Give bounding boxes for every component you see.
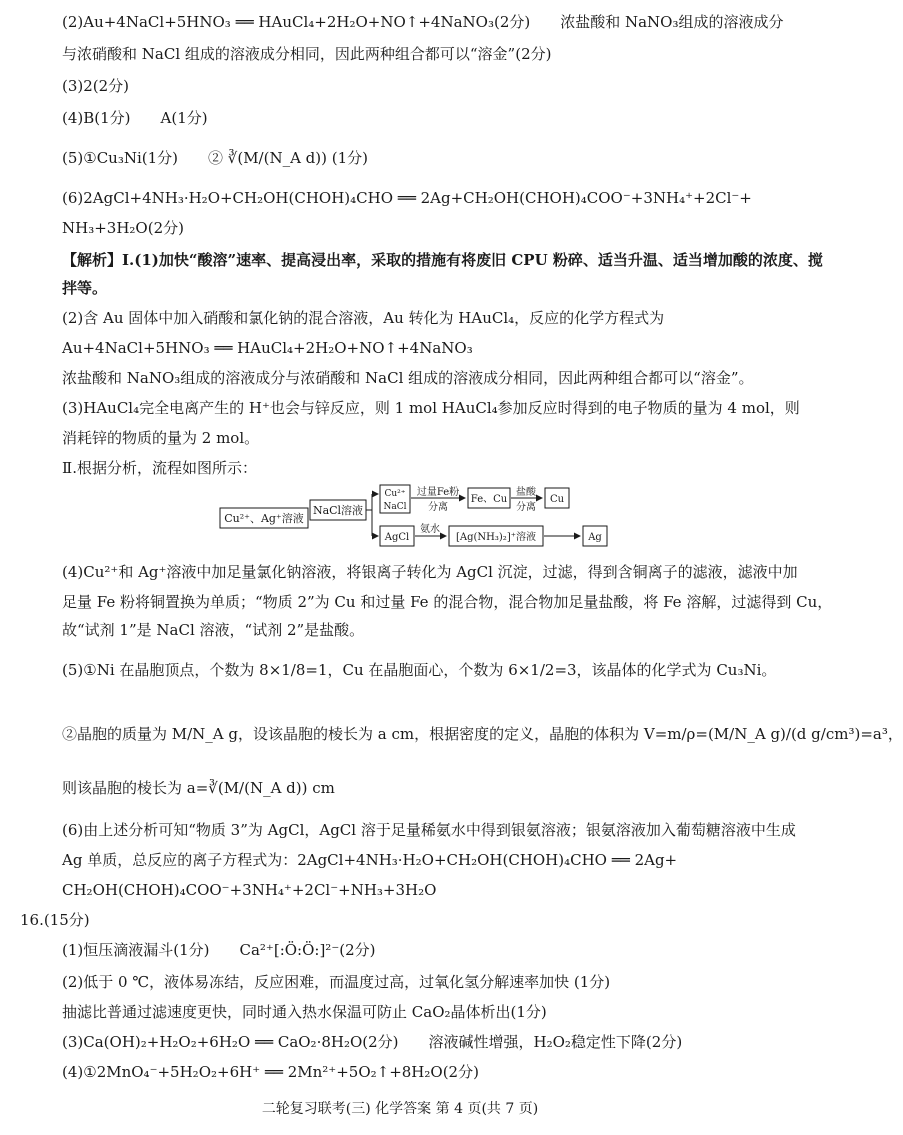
answer-line-q3: (3)2(2分) [62, 77, 130, 95]
q16-answer-1: (1)恒压滴液漏斗(1分) Ca²⁺[:Ö:Ö:]²⁻(2分) [62, 941, 376, 959]
analysis-line-2-note: 浓盐酸和 NaNO₃组成的溶液成分与浓硝酸和 NaCl 组成的溶液成分相同，因此两种组合都可以“溶金”。 [62, 369, 754, 387]
flow-fecu-label: Fe、Cu [470, 494, 508, 505]
analysis-line-5b: ②晶胞的质量为 M/N_A g，设该晶胞的棱长为 a cm，根据密度的定义，晶胞的体积为 V=m/ρ=(M/N_A g)/(d g/cm³)=a³， [62, 725, 903, 743]
flow-cu-label: Cu [549, 494, 565, 505]
q16-answer-4: (4)①2MnO₄⁻+5H₂O₂+6H⁺ ══ 2Mn²⁺+5O₂↑+8H₂O(2分) [62, 1063, 479, 1081]
flow-nacl-label: NaCl溶液 [312, 504, 364, 517]
q16-answer-3: (3)Ca(OH)₂+H₂O₂+6H₂O ══ CaO₂·8H₂O(2分) 溶液碱性增强，H₂O₂稳定性下降(2分) [62, 1033, 683, 1051]
flow-complex-label: [Ag(NH₃)₂]⁺溶液 [456, 532, 536, 543]
analysis-line-1-cont: 拌等。 [62, 279, 108, 297]
analysis-line-4: (4)Cu²⁺和 Ag⁺溶液中加足量氯化钠溶液，将银离子转化为 AgCl 沉淀，过滤，得到含铜离子的滤液，滤液中加 [62, 563, 798, 581]
flow-agcl-label: AgCl [384, 532, 410, 543]
flow-hcl-label: 盐酸 [516, 487, 536, 498]
answer-line-q4: (4)B(1分) A(1分) [62, 109, 208, 127]
answer-line-q5: (5)①Cu₃Ni(1分) ② ∛(M/(N_A d)) (1分) [62, 149, 369, 167]
flow-sep-label-2: 分离 [516, 502, 536, 513]
flow-ammonia-label: 氨水 [420, 524, 440, 535]
analysis-line-1: 【解析】Ⅰ.(1)加快“酸溶”速率、提高浸出率，采取的措施有将废旧 CPU 粉碎、适当升温、适当增加酸的浓度、搅 [62, 251, 823, 269]
answer-line-q6: (6)2AgCl+4NH₃·H₂O+CH₂OH(CHOH)₄CHO ══ 2Ag+CH₂OH(CHOH)₄COO⁻+3NH₄⁺+2Cl⁻+ [62, 189, 752, 207]
analysis-line-3: (3)HAuCl₄完全电离产生的 H⁺也会与锌反应，则 1 mol HAuCl₄参加反应时得到的电子物质的量为 4 mol，则 [62, 399, 800, 417]
flow-ag-label: Ag [588, 532, 602, 543]
analysis-line-4-end: 故“试剂 1”是 NaCl 溶液，“试剂 2”是盐酸。 [62, 621, 365, 639]
flow-filtrate-salt: NaCl [383, 502, 407, 512]
question-16-heading: 16.(15分) [20, 911, 90, 929]
analysis-line-3-cont: 消耗锌的物质的量为 2 mol。 [62, 429, 260, 447]
answer-line-q2-cont: 与浓硝酸和 NaCl 组成的溶液成分相同，因此两种组合都可以“溶金”(2分) [62, 45, 552, 63]
analysis-line-5a: (5)①Ni 在晶胞顶点，个数为 8×1/8=1，Cu 在晶胞面心，个数为 6×1/2=3，该晶体的化学式为 Cu₃Ni。 [62, 661, 777, 679]
flow-sep-label-1: 分离 [428, 502, 448, 513]
analysis-equation: Au+4NaCl+5HNO₃ ══ HAuCl₄+2H₂O+NO↑+4NaNO₃ [62, 339, 473, 357]
process-flowchart [200, 484, 620, 552]
analysis-line-6: (6)由上述分析可知“物质 3”为 AgCl，AgCl 溶于足量稀氨水中得到银氨溶液；银氨溶液加入葡萄糖溶液中生成 [62, 821, 796, 839]
analysis-line-6-eq-cont: CH₂OH(CHOH)₄COO⁻+3NH₄⁺+2Cl⁻+NH₃+3H₂O [62, 881, 437, 899]
flow-start-label: Cu²⁺、Ag⁺溶液 [224, 512, 304, 525]
answer-line-q2: (2)Au+4NaCl+5HNO₃ ══ HAuCl₄+2H₂O+NO↑+4NaNO₃(2分) 浓盐酸和 NaNO₃组成的溶液成分 [62, 13, 784, 31]
analysis-line-5b-result: 则该晶胞的棱长为 a=∛(M/(N_A d)) cm [62, 779, 335, 797]
page-footer: 二轮复习联考(三) 化学答案 第 4 页(共 7 页) [261, 1101, 539, 1117]
answer-line-q6-cont: NH₃+3H₂O(2分) [62, 219, 184, 237]
q16-answer-2: (2)低于 0 ℃，液体易冻结，反应困难，而温度过高，过氧化氢分解速率加快 (1分) [62, 973, 611, 991]
q16-answer-2-cont: 抽滤比普通过滤速度更快，同时通入热水保温可防止 CaO₂晶体析出(1分) [62, 1003, 547, 1021]
analysis-line-6-eq: Ag 单质，总反应的离子方程式为：2AgCl+4NH₃·H₂O+CH₂OH(CHOH)₄CHO ══ 2Ag+ [62, 851, 678, 869]
analysis-line-4-cont: 足量 Fe 粉将铜置换为单质；“物质 2”为 Cu 和过量 Fe 的混合物，混合物加足量盐酸，将 Fe 溶解，过滤得到 Cu， [62, 593, 833, 611]
analysis-line-2: (2)含 Au 固体中加入硝酸和氯化钠的混合溶液，Au 转化为 HAuCl₄，反应的化学方程式为 [62, 309, 665, 327]
flow-fe-label: 过量Fe粉 [416, 487, 460, 498]
analysis-part2-heading: Ⅱ.根据分析，流程如图所示： [62, 459, 257, 477]
flow-filtrate-ion: Cu²⁺ [384, 489, 406, 499]
